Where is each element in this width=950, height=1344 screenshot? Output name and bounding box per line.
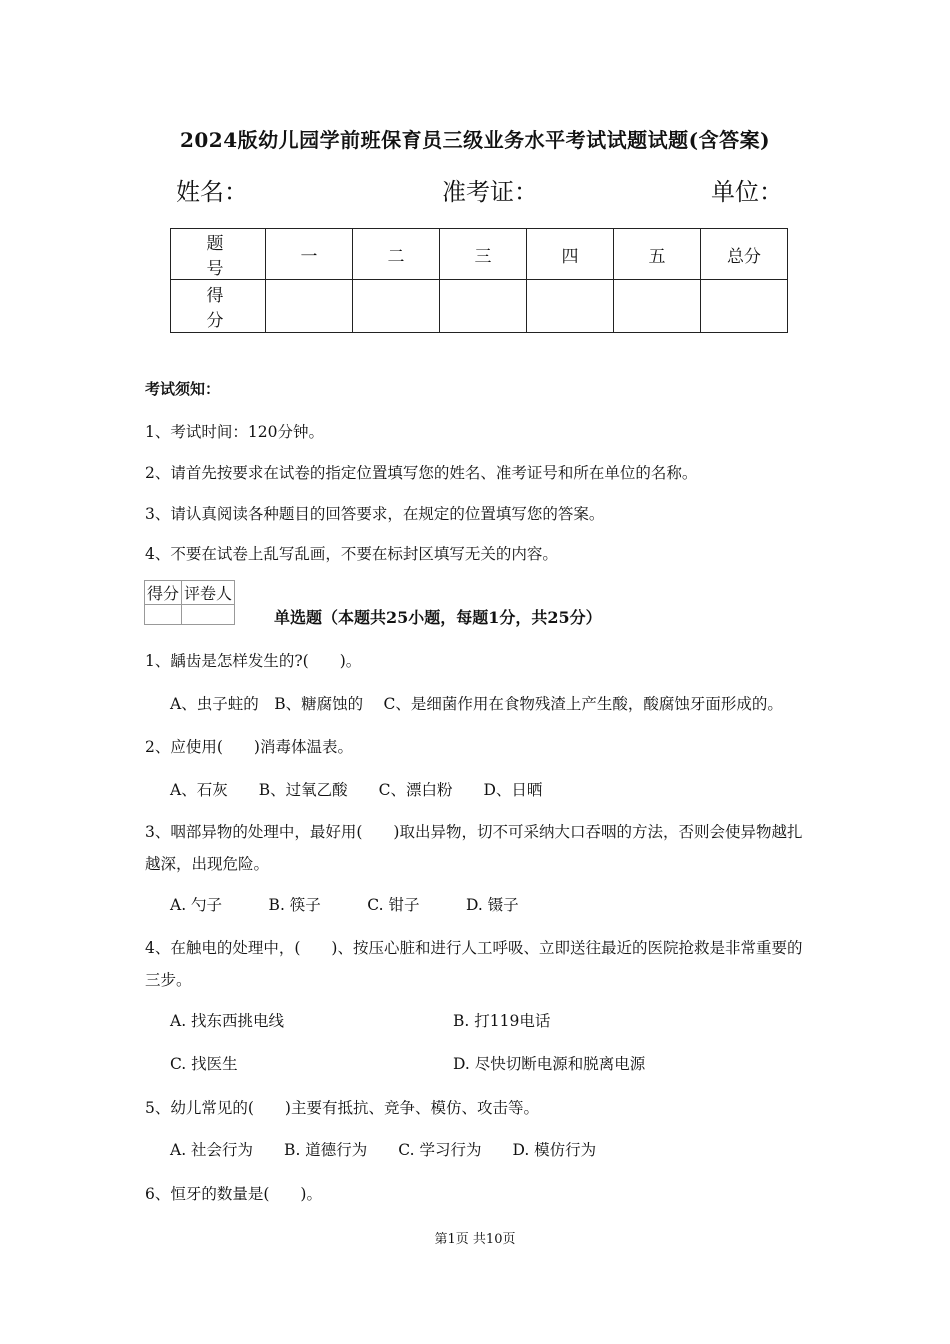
score-table bbox=[170, 228, 788, 333]
score-input-cell[interactable] bbox=[266, 280, 353, 333]
question-option: B. 打119电话 bbox=[453, 1012, 551, 1030]
question-options: A. 勺子 B. 筷子 C. 钳子 D. 镊子 bbox=[170, 896, 519, 914]
score-header-cell: 三 bbox=[440, 229, 527, 280]
grader-name-label: 评卷人 bbox=[182, 581, 235, 605]
grader-box bbox=[144, 580, 235, 625]
question-stem: 4、在触电的处理中，( )、按压心脏和进行人工呼吸、立即送往最近的医院抢救是非常重要的三步。 bbox=[145, 939, 803, 989]
question-option: A. 找东西挑电线 bbox=[170, 1012, 285, 1030]
score-header-cell: 二 bbox=[353, 229, 440, 280]
exam-number-field-label: 准考证： bbox=[442, 178, 538, 206]
notice-item: 1、考试时间：120分钟。 bbox=[145, 423, 324, 441]
score-input-cell[interactable] bbox=[527, 280, 614, 333]
notice-item: 3、请认真阅读各种题目的回答要求，在规定的位置填写您的答案。 bbox=[145, 505, 605, 523]
section-heading: 单选题（本题共25小题，每题1分，共25分） bbox=[274, 608, 602, 627]
document-title: 2024版幼儿园学前班保育员三级业务水平考试试题试题(含答案) bbox=[179, 128, 771, 152]
question-option: D. 尽快切断电源和脱离电源 bbox=[453, 1055, 646, 1073]
question-stem: 2、应使用( )消毒体温表。 bbox=[145, 738, 353, 756]
question-options: A、石灰 B、过氧乙酸 C、漂白粉 D、日晒 bbox=[170, 781, 543, 799]
unit-field-label: 单位： bbox=[711, 178, 783, 206]
page-footer: 第1页 共10页 bbox=[434, 1232, 516, 1247]
name-field-label: 姓名： bbox=[176, 178, 248, 206]
notice-item: 4、不要在试卷上乱写乱画，不要在标封区填写无关的内容。 bbox=[145, 545, 558, 563]
score-table-score-row bbox=[171, 280, 788, 333]
question-options: A、虫子蛀的 B、糖腐蚀的 C、是细菌作用在食物残渣上产生酸，酸腐蚀牙面形成的。 bbox=[170, 695, 783, 713]
score-input-cell[interactable] bbox=[353, 280, 440, 333]
score-header-cell: 四 bbox=[527, 229, 614, 280]
grader-name-cell[interactable] bbox=[182, 605, 235, 625]
question-stem: 6、恒牙的数量是( )。 bbox=[145, 1185, 322, 1203]
notice-item: 2、请首先按要求在试卷的指定位置填写您的姓名、准考证号和所在单位的名称。 bbox=[145, 464, 698, 482]
question-options: A. 社会行为 B. 道德行为 C. 学习行为 D. 模仿行为 bbox=[170, 1141, 597, 1159]
score-row-label: 得 分 bbox=[171, 280, 266, 333]
score-header-cell: 五 bbox=[614, 229, 701, 280]
grader-score-label: 得分 bbox=[145, 581, 182, 605]
grader-score-cell[interactable] bbox=[145, 605, 182, 625]
notice-title: 考试须知： bbox=[145, 380, 221, 398]
question-option: C. 找医生 bbox=[170, 1055, 238, 1073]
question-stem: 3、咽部异物的处理中，最好用( )取出异物，切不可采纳大口吞咽的方法，否则会使异物越扎越深，出现危险。 bbox=[145, 823, 803, 873]
question-stem: 1、龋齿是怎样发生的?( )。 bbox=[145, 652, 362, 670]
score-header-label: 题 号 bbox=[171, 229, 266, 280]
score-input-cell[interactable] bbox=[614, 280, 701, 333]
score-table-header-row bbox=[171, 229, 788, 280]
score-input-cell[interactable] bbox=[701, 280, 788, 333]
score-header-cell: 总分 bbox=[701, 229, 788, 280]
score-input-cell[interactable] bbox=[440, 280, 527, 333]
question-stem: 5、幼儿常见的( )主要有抵抗、竞争、模仿、攻击等。 bbox=[145, 1099, 539, 1117]
score-header-cell: 一 bbox=[266, 229, 353, 280]
